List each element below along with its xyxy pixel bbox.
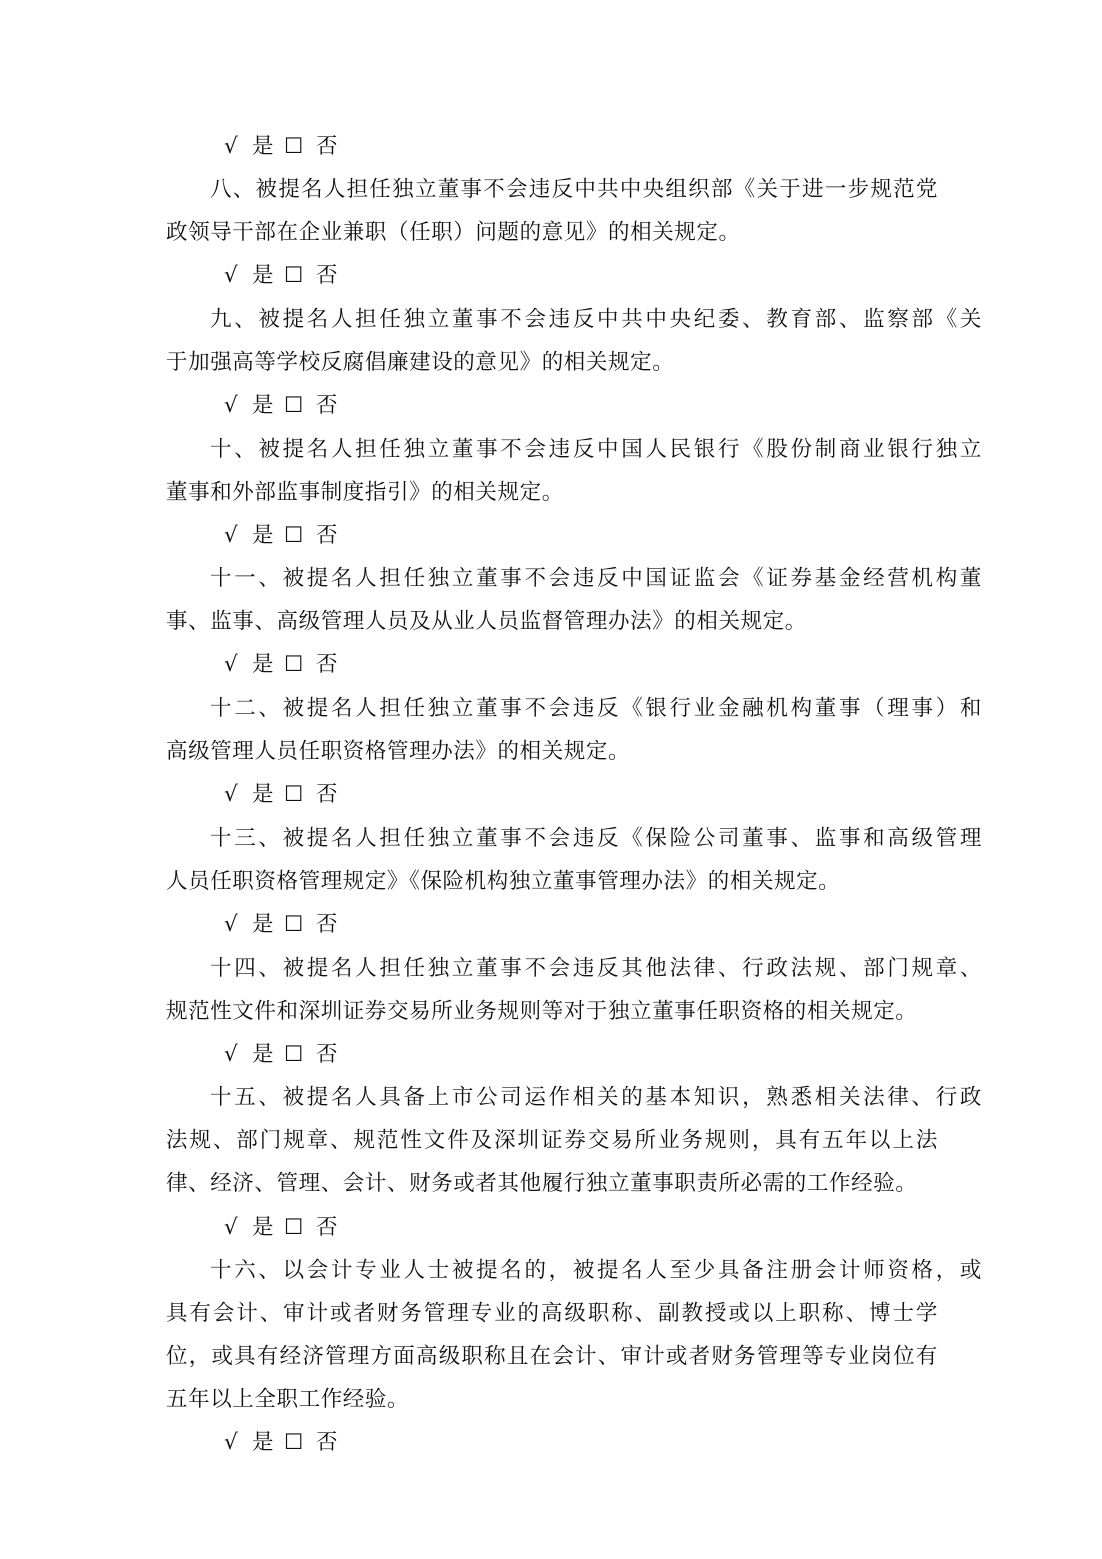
answer-row (224, 1213, 338, 1243)
clause-line: 十二、被提名人担任独立董事不会违反《银行业金融机构董事（理事）和 (210, 696, 982, 721)
yes-label: 是 (252, 393, 274, 418)
clause-line: 十三、被提名人担任独立董事不会违反《保险公司董事、监事和高级管理 (210, 826, 982, 851)
no-label: 否 (316, 393, 338, 418)
check-mark-icon: √ (224, 1430, 238, 1455)
clause-line: 九、被提名人担任独立董事不会违反中共中央纪委、教育部、监察部《关 (210, 307, 982, 332)
checkbox-icon: ☐ (284, 1042, 304, 1067)
no-label: 否 (316, 523, 338, 548)
yes-label: 是 (252, 1430, 274, 1455)
yes-label: 是 (252, 263, 274, 288)
check-mark-icon: √ (224, 263, 238, 288)
clause-line: 高级管理人员任职资格管理办法》的相关规定。 (166, 739, 631, 764)
no-label: 否 (316, 782, 338, 807)
clause-line: 律、经济、管理、会计、财务或者其他履行独立董事职责所必需的工作经验。 (166, 1171, 918, 1196)
answer-row (224, 132, 338, 162)
checkbox-icon: ☐ (284, 523, 304, 548)
yes-label: 是 (252, 1042, 274, 1067)
checkbox-icon: ☐ (284, 782, 304, 807)
check-mark-icon: √ (224, 1215, 238, 1240)
no-label: 否 (316, 1430, 338, 1455)
clause-line: 于加强高等学校反腐倡廉建设的意见》的相关规定。 (166, 350, 675, 375)
no-label: 否 (316, 1215, 338, 1240)
clause-line: 五年以上全职工作经验。 (166, 1387, 410, 1412)
clause-line: 十四、被提名人担任独立董事不会违反其他法律、行政法规、部门规章、 (210, 956, 982, 981)
clause-line: 具有会计、审计或者财务管理专业的高级职称、副教授或以上职称、博士学 (166, 1301, 938, 1326)
check-mark-icon: √ (224, 523, 238, 548)
checkbox-icon: ☐ (284, 134, 304, 159)
clause-line: 法规、部门规章、规范性文件及深圳证券交易所业务规则，具有五年以上法 (166, 1128, 938, 1153)
checkbox-icon: ☐ (284, 1430, 304, 1455)
clause-line: 人员任职资格管理规定》《保险机构独立董事管理办法》的相关规定。 (166, 869, 841, 894)
checkbox-icon: ☐ (284, 1215, 304, 1240)
no-label: 否 (316, 652, 338, 677)
clause-line: 规范性文件和深圳证券交易所业务规则等对于独立董事任职资格的相关规定。 (166, 999, 918, 1024)
yes-label: 是 (252, 782, 274, 807)
check-mark-icon: √ (224, 652, 238, 677)
clause-line: 十五、被提名人具备上市公司运作相关的基本知识，熟悉相关法律、行政 (210, 1085, 982, 1110)
checkbox-icon: ☐ (284, 393, 304, 418)
yes-label: 是 (252, 134, 274, 159)
check-mark-icon: √ (224, 1042, 238, 1067)
no-label: 否 (316, 912, 338, 937)
answer-row (224, 1040, 338, 1070)
check-mark-icon: √ (224, 134, 238, 159)
checkbox-icon: ☐ (284, 263, 304, 288)
clause-line: 十、被提名人担任独立董事不会违反中国人民银行《股份制商业银行独立 (210, 437, 982, 462)
answer-row (224, 521, 338, 551)
answer-row (224, 391, 338, 421)
answer-row (224, 261, 338, 291)
yes-label: 是 (252, 652, 274, 677)
check-mark-icon: √ (224, 393, 238, 418)
check-mark-icon: √ (224, 912, 238, 937)
clause-line: 政领导干部在企业兼职（任职）问题的意见》的相关规定。 (166, 220, 741, 245)
no-label: 否 (316, 1042, 338, 1067)
answer-row (224, 650, 338, 680)
clause-line: 十一、被提名人担任独立董事不会违反中国证监会《证券基金经营机构董 (210, 566, 982, 591)
clause-line: 事、监事、高级管理人员及从业人员监督管理办法》的相关规定。 (166, 609, 807, 634)
yes-label: 是 (252, 912, 274, 937)
yes-label: 是 (252, 1215, 274, 1240)
no-label: 否 (316, 263, 338, 288)
answer-row (224, 780, 338, 810)
answer-row (224, 910, 338, 940)
clause-line: 董事和外部监事制度指引》的相关规定。 (166, 480, 564, 505)
answer-row (224, 1428, 338, 1458)
clause-line: 位，或具有经济管理方面高级职称且在会计、审计或者财务管理等专业岗位有 (166, 1344, 938, 1369)
checkbox-icon: ☐ (284, 652, 304, 677)
clause-line: 八、被提名人担任独立董事不会违反中共中央组织部《关于进一步规范党 (210, 177, 938, 202)
no-label: 否 (316, 134, 338, 159)
clause-line: 十六、以会计专业人士被提名的，被提名人至少具备注册会计师资格，或 (210, 1258, 982, 1283)
checkbox-icon: ☐ (284, 912, 304, 937)
check-mark-icon: √ (224, 782, 238, 807)
yes-label: 是 (252, 523, 274, 548)
